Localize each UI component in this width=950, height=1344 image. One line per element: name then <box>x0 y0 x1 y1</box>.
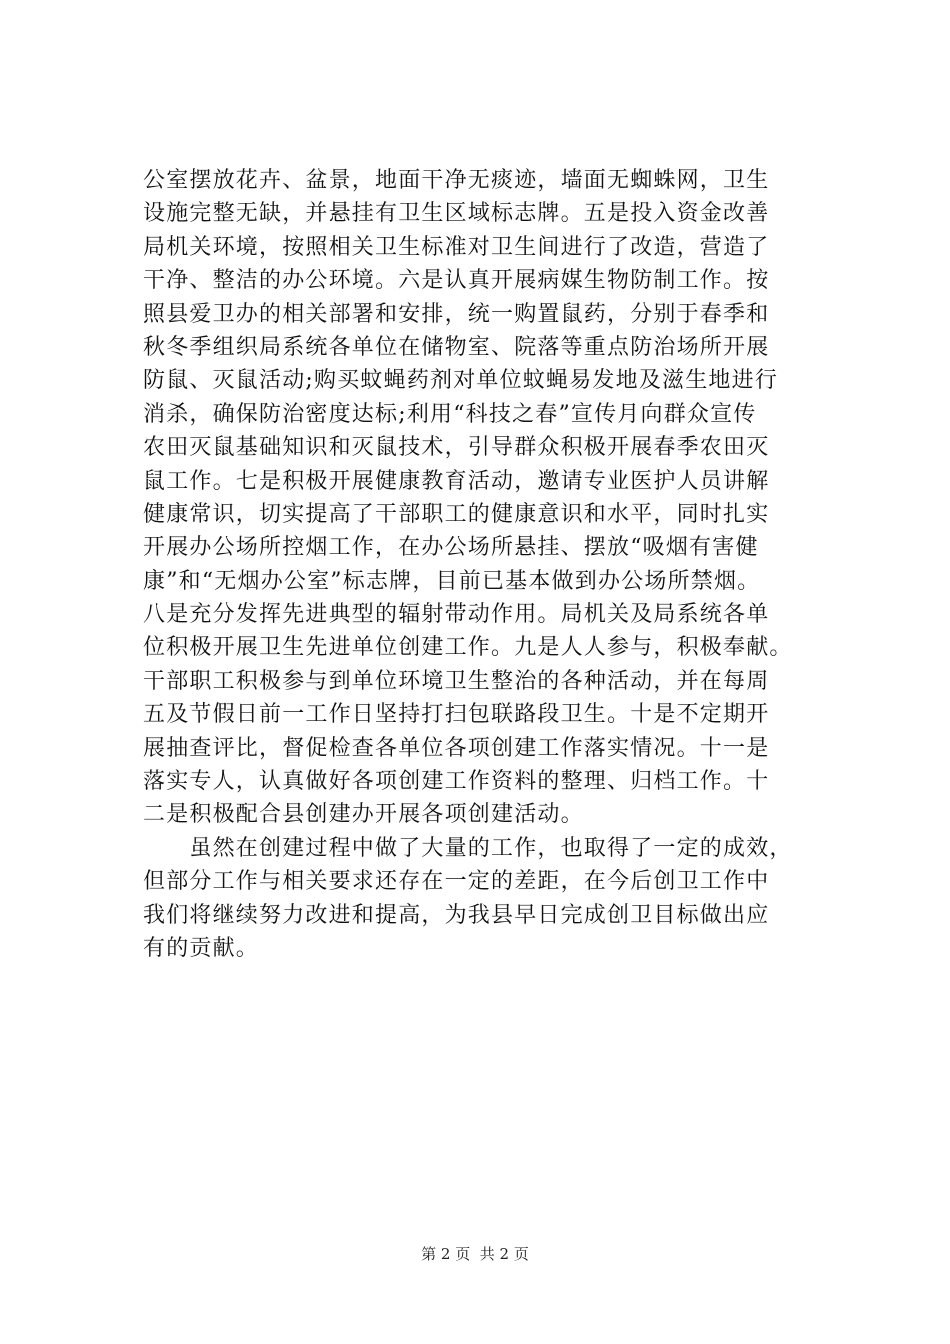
paragraph-line: 农田灭鼠基础知识和灭鼠技术，引导群众积极开展春季农田灭 <box>143 435 770 461</box>
paragraph-line: 落实专人，认真做好各项创建工作资料的整理、归档工作。十 <box>143 769 770 795</box>
paragraph-line: 健康常识，切实提高了干部职工的健康意识和水平，同时扎实 <box>143 501 770 527</box>
paragraph-line: 照县爱卫办的相关部署和安排，统一购置鼠药，分别于春季和 <box>143 301 770 327</box>
paragraph-line: 五及节假日前一工作日坚持打扫包联路段卫生。十是不定期开 <box>143 702 770 728</box>
paragraph-line: 但部分工作与相关要求还存在一定的差距，在今后创卫工作中 <box>143 869 770 895</box>
paragraph-line: 干部职工积极参与到单位环境卫生整治的各种活动，并在每周 <box>143 668 770 694</box>
paragraph-2 <box>143 832 843 966</box>
paragraph-line: 局机关环境，按照相关卫生标准对卫生间进行了改造，营造了 <box>143 234 770 260</box>
body-text <box>143 164 843 965</box>
paragraph-line: 秋冬季组织局系统各单位在储物室、院落等重点防治场所开展 <box>143 334 770 360</box>
paragraph-1 <box>143 164 843 832</box>
paragraph-line: 防鼠、灭鼠活动;购买蚊蝇药剂对单位蚊蝇易发地及滋生地进行 <box>143 368 779 394</box>
paragraph-line: 干净、整洁的办公环境。六是认真开展病媒生物防制工作。按 <box>143 268 770 294</box>
paragraph-line: 虽然在创建过程中做了大量的工作，也取得了一定的成效， <box>143 835 793 861</box>
paragraph-line: 康”和“无烟办公室”标志牌，目前已基本做到办公场所禁烟。 <box>143 568 761 594</box>
paragraph-line: 开展办公场所控烟工作，在办公场所悬挂、摆放“吸烟有害健 <box>143 535 759 561</box>
paragraph-line: 位积极开展卫生先进单位创建工作。九是人人参与，积极奉献。 <box>143 635 793 661</box>
paragraph-line: 有的贡献。 <box>143 935 260 961</box>
paragraph-line: 我们将继续努力改进和提高，为我县早日完成创卫目标做出应 <box>143 902 770 928</box>
paragraph-line: 八是充分发挥先进典型的辐射带动作用。局机关及局系统各单 <box>143 602 770 628</box>
paragraph-line: 二是积极配合县创建办开展各项创建活动。 <box>143 802 584 828</box>
paragraph-line: 消杀，确保防治密度达标;利用“科技之春”宣传月向群众宣传 <box>143 401 757 427</box>
paragraph-line: 公室摆放花卉、盆景，地面干净无痰迹，墙面无蜘蛛网，卫生 <box>143 168 770 193</box>
paragraph-line: 鼠工作。七是积极开展健康教育活动，邀请专业医护人员讲解 <box>143 468 770 494</box>
paragraph-line: 展抽查评比，督促检查各单位各项创建工作落实情况。十一是 <box>143 735 770 761</box>
paragraph-line: 设施完整无缺，并悬挂有卫生区域标志牌。五是投入资金改善 <box>143 201 770 227</box>
page-number-footer: 第 2 页 共 2 页 <box>421 1245 529 1263</box>
